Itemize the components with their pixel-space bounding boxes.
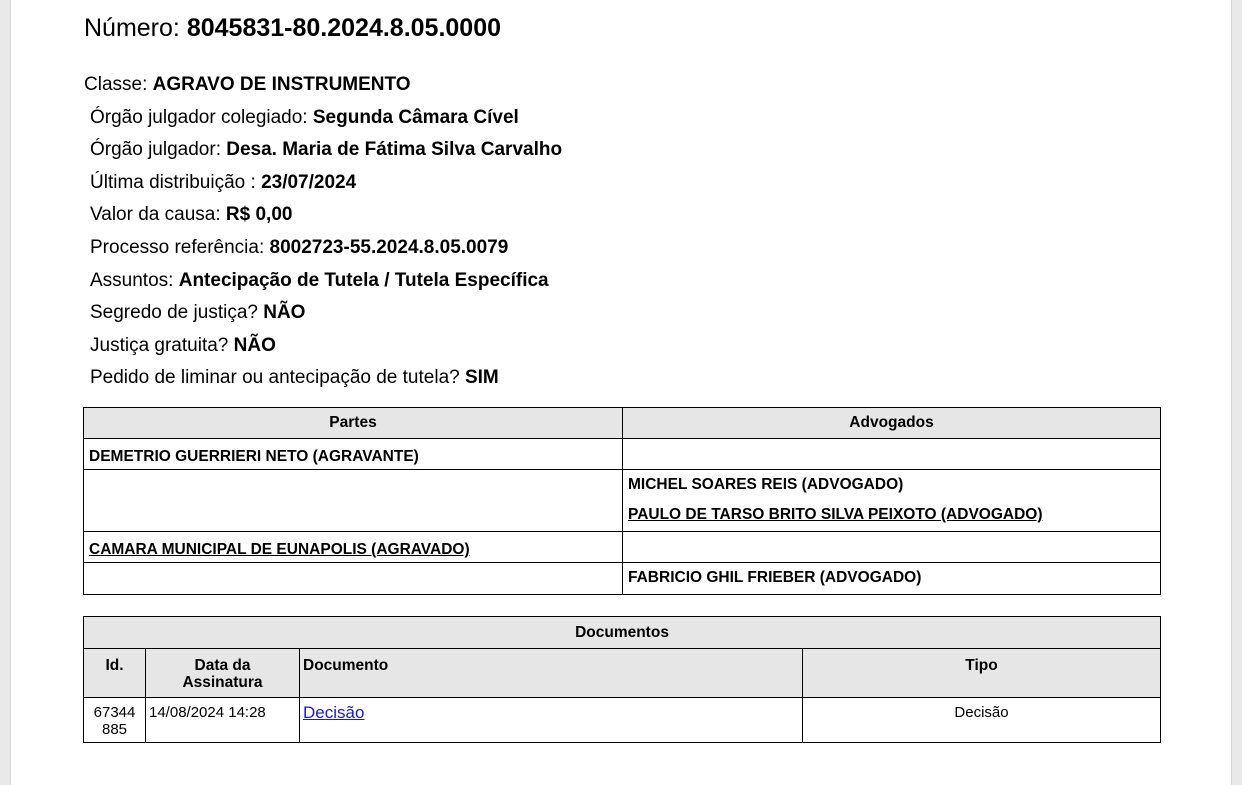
- advogado-name: PAULO DE TARSO BRITO SILVA PEIXOTO (ADVOGADO): [628, 506, 1043, 523]
- process-info-block: [84, 69, 562, 395]
- advogado-cell: [623, 532, 1161, 563]
- info-value: NÃO: [233, 334, 276, 356]
- info-label: Classe:: [84, 74, 148, 95]
- info-valor-causa: [84, 199, 562, 232]
- info-label: Processo referência:: [90, 236, 265, 258]
- partes-header-row: [84, 408, 1161, 439]
- info-pedido-liminar: [84, 362, 562, 395]
- info-label: Segredo de justiça?: [90, 302, 258, 324]
- documentos-table: [83, 616, 1161, 743]
- info-label: Justiça gratuita?: [90, 334, 229, 356]
- advogado-cell: [623, 563, 1161, 595]
- table-row: [84, 532, 1161, 563]
- info-ultima-distribuicao: [84, 167, 562, 200]
- document-id-part2: 885: [101, 721, 128, 738]
- info-label: Assuntos:: [90, 269, 174, 291]
- info-label: Pedido de liminar ou antecipação de tutela?: [90, 367, 460, 389]
- info-orgao-julgador: [84, 134, 562, 167]
- info-value: Antecipação de Tutela / Tutela Específica: [178, 269, 549, 291]
- documentos-title-row: [84, 617, 1161, 649]
- table-row: [84, 470, 1161, 532]
- info-processo-referencia: [84, 232, 562, 265]
- document-type-cell: Decisão: [803, 698, 1161, 743]
- documentos-title: Documentos: [84, 617, 1161, 649]
- tipo-column-header: Tipo: [803, 649, 1161, 698]
- table-row: [84, 439, 1161, 470]
- document-id-cell: [84, 698, 146, 743]
- partes-column-header: Partes: [84, 408, 623, 439]
- info-label: Órgão julgador colegiado:: [90, 106, 308, 128]
- info-value: 23/07/2024: [261, 171, 357, 193]
- info-value: SIM: [464, 367, 499, 389]
- parte-cell: CAMARA MUNICIPAL DE EUNAPOLIS (AGRAVADO): [84, 532, 623, 563]
- document-name-cell: [300, 698, 803, 743]
- info-segredo-justica: [84, 297, 562, 330]
- documentos-header-row: [84, 649, 1161, 698]
- advogado-name: FABRICIO GHIL FRIEBER (ADVOGADO): [628, 569, 922, 586]
- advogados-column-header: Advogados: [623, 408, 1161, 439]
- parte-cell: [84, 563, 623, 595]
- process-number-label: Número:: [84, 14, 180, 42]
- advogado-cell: [623, 470, 1161, 532]
- info-assuntos: [84, 265, 562, 298]
- advogado-cell: [623, 439, 1161, 470]
- parte-cell: [84, 470, 623, 532]
- advogado-name: MICHEL SOARES REIS (ADVOGADO): [628, 476, 904, 493]
- document-id-part1: 67344: [93, 704, 136, 721]
- info-classe: [84, 69, 562, 102]
- info-justica-gratuita: [84, 330, 562, 363]
- process-number-value: 8045831-80.2024.8.05.0000: [186, 14, 502, 42]
- info-value: Segunda Câmara Cível: [312, 106, 519, 128]
- info-value: NÃO: [263, 302, 306, 324]
- info-value: R$ 0,00: [225, 204, 293, 226]
- document-page: [10, 0, 1232, 785]
- document-date-cell: 14/08/2024 14:28: [146, 698, 300, 743]
- data-header-line1: Data da: [194, 657, 251, 674]
- document-link[interactable]: Decisão: [303, 703, 365, 722]
- data-assinatura-column-header: [146, 649, 300, 698]
- info-label: Valor da causa:: [90, 204, 221, 226]
- info-value: AGRAVO DE INSTRUMENTO: [152, 74, 411, 95]
- process-number-heading: [84, 10, 501, 46]
- partes-table: [83, 407, 1161, 595]
- documento-column-header: Documento: [300, 649, 803, 698]
- info-label: Órgão julgador:: [90, 139, 221, 161]
- id-column-header: Id.: [84, 649, 146, 698]
- info-value: Desa. Maria de Fátima Silva Carvalho: [226, 139, 563, 161]
- data-header-line2: Assinatura: [182, 674, 263, 691]
- info-label: Última distribuição :: [90, 171, 256, 193]
- info-value: 8002723-55.2024.8.05.0079: [269, 236, 509, 258]
- parte-cell: DEMETRIO GUERRIERI NETO (AGRAVANTE): [84, 439, 623, 470]
- info-orgao-colegiado: [84, 102, 562, 135]
- table-row: [84, 563, 1161, 595]
- table-row: [84, 698, 1161, 743]
